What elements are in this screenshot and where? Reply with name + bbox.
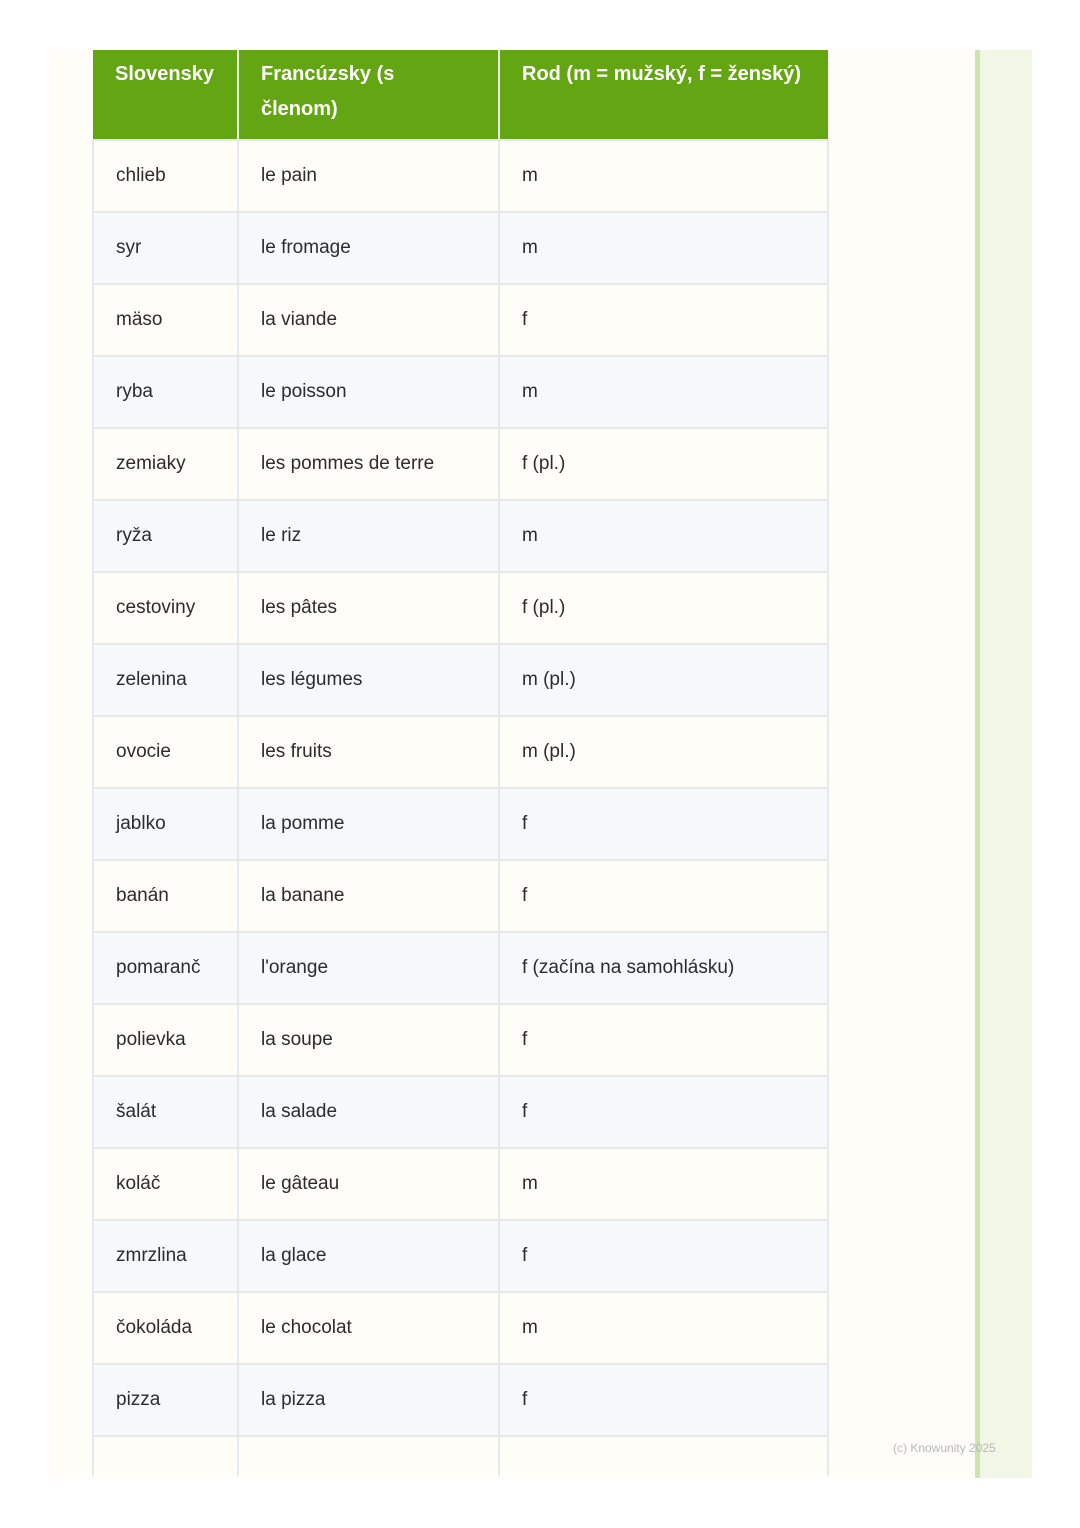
table-row — [93, 644, 828, 716]
header-french: Francúzsky (s členom) — [238, 50, 499, 140]
cell-slovak: pizza — [93, 1364, 238, 1436]
cell-gender: f (pl.) — [499, 428, 828, 500]
cell-slovak: polievka — [93, 1004, 238, 1076]
table-row — [93, 860, 828, 932]
cell-slovak: zelenina — [93, 644, 238, 716]
table-row — [93, 356, 828, 428]
cell-gender: m (pl.) — [499, 716, 828, 788]
cell-french: le gâteau — [238, 1148, 499, 1220]
cell-slovak: cestoviny — [93, 572, 238, 644]
cell-gender: f — [499, 1004, 828, 1076]
table-row — [93, 716, 828, 788]
cell-french: le chocolat — [238, 1292, 499, 1364]
cell-slovak: zmrzlina — [93, 1220, 238, 1292]
cell-gender: f — [499, 284, 828, 356]
table-row — [93, 1292, 828, 1364]
cell-slovak: čokoláda — [93, 1292, 238, 1364]
cell-gender: m — [499, 1148, 828, 1220]
cell-gender: f — [499, 1076, 828, 1148]
cell-french: la pizza — [238, 1364, 499, 1436]
cell-slovak: mäso — [93, 284, 238, 356]
table-row — [93, 1004, 828, 1076]
cell-gender: m — [499, 500, 828, 572]
cell-slovak: šalát — [93, 1076, 238, 1148]
cell-gender: m — [499, 356, 828, 428]
cell-french: la soupe — [238, 1004, 499, 1076]
table-body — [93, 140, 828, 1476]
cell-slovak: ovocie — [93, 716, 238, 788]
cell-gender: m — [499, 212, 828, 284]
cell-french: les légumes — [238, 644, 499, 716]
cell-slovak: ryža — [93, 500, 238, 572]
cell-french: la salade — [238, 1076, 499, 1148]
table-header-row — [93, 50, 828, 140]
cell-gender: m (pl.) — [499, 644, 828, 716]
table-row — [93, 932, 828, 1004]
cell-french: le poisson — [238, 356, 499, 428]
empty-cell — [93, 1436, 238, 1476]
empty-cell — [499, 1436, 828, 1476]
cell-slovak: koláč — [93, 1148, 238, 1220]
vocabulary-table — [92, 50, 829, 1476]
cell-french: le riz — [238, 500, 499, 572]
table-row — [93, 500, 828, 572]
cell-french: l'orange — [238, 932, 499, 1004]
table-row — [93, 1076, 828, 1148]
copyright-footer: (c) Knowunity 2025 — [893, 1441, 996, 1455]
cell-french: la viande — [238, 284, 499, 356]
table-row — [93, 284, 828, 356]
cell-gender: f (začína na samohlásku) — [499, 932, 828, 1004]
cell-french: la banane — [238, 860, 499, 932]
cell-slovak: jablko — [93, 788, 238, 860]
cell-slovak: syr — [93, 212, 238, 284]
table-row — [93, 1220, 828, 1292]
cell-french: les pâtes — [238, 572, 499, 644]
cell-gender: f — [499, 788, 828, 860]
table-row-partial — [93, 1436, 828, 1476]
cell-gender: f (pl.) — [499, 572, 828, 644]
table-row — [93, 1364, 828, 1436]
cell-slovak: ryba — [93, 356, 238, 428]
cell-slovak: zemiaky — [93, 428, 238, 500]
table-row — [93, 428, 828, 500]
cell-french: le pain — [238, 140, 499, 212]
table-row — [93, 788, 828, 860]
cell-gender: f — [499, 860, 828, 932]
cell-gender: f — [499, 1220, 828, 1292]
side-panel — [976, 50, 1032, 1478]
header-slovak: Slovensky — [93, 50, 238, 140]
table-row — [93, 140, 828, 212]
cell-french: les pommes de terre — [238, 428, 499, 500]
cell-french: la pomme — [238, 788, 499, 860]
side-accent-line — [975, 50, 980, 1478]
cell-french: le fromage — [238, 212, 499, 284]
cell-french: la glace — [238, 1220, 499, 1292]
header-gender: Rod (m = mužský, f = ženský) — [499, 50, 828, 140]
cell-slovak: chlieb — [93, 140, 238, 212]
table-row — [93, 1148, 828, 1220]
table-row — [93, 212, 828, 284]
cell-gender: m — [499, 140, 828, 212]
cell-french: les fruits — [238, 716, 499, 788]
cell-slovak: banán — [93, 860, 238, 932]
empty-cell — [238, 1436, 499, 1476]
cell-gender: f — [499, 1364, 828, 1436]
table-row — [93, 572, 828, 644]
cell-slovak: pomaranč — [93, 932, 238, 1004]
cell-gender: m — [499, 1292, 828, 1364]
